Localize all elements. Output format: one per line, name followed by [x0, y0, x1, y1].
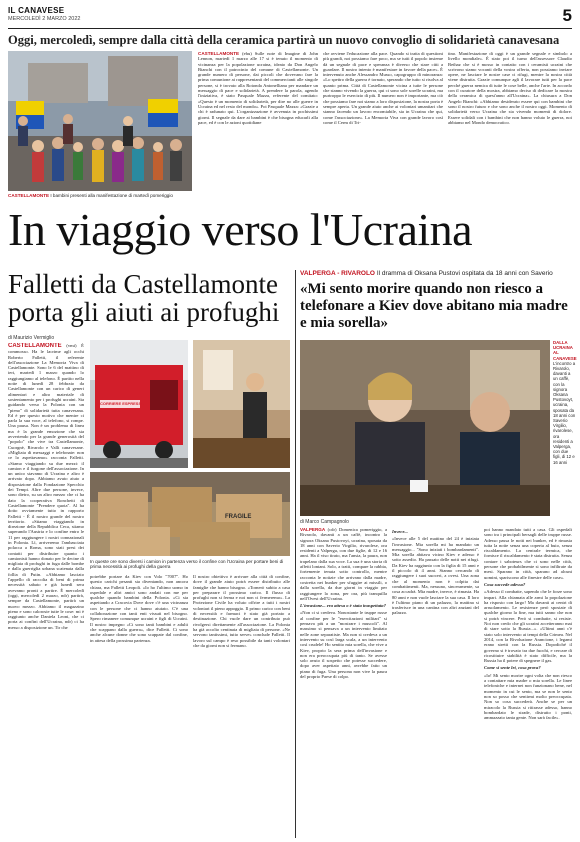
main-headline: In viaggio verso l'Ucraina — [8, 204, 473, 255]
page-header — [8, 6, 572, 29]
interior-photo — [193, 340, 290, 468]
top-photo-caption — [8, 193, 192, 198]
right-article-col1-text: Domenica pomeriggio, a Rivarolo, davanti a un caffè, incontro la signora Oksana Pustovoyt, ucraina, sposata da 18 anni con Saverio Virgilio, rivarolese, ora residenti a Valperga, con due figlie, di 12 e 16 anni. Ha il viso tirato, ma l'ansia, la paura, non trapelano dalla sua voce. La sua è una storia di affetti lontani. Solo, a tratti, compare la rabbia, fortemente tenuta sotto controllo, mentre racconta le notizie che arrivano dalla madre, costretta nei bunker per sfuggire ai missili, o dalla sorella, da due giorni in viaggio per raggiungere la zona, per ora, più tranquilla nell'Ovest dell'Ucraina. — [300, 527, 387, 601]
right-article-col3b-text: «Adesso il combatte, sapendo che le forze sono impari. Alla chiamata alle armi la popolazione ha risposto con largo! Ma davanti ai centri di arruolamento. Le resistenze però spostate di qualche giorno la fine, ma tutti sanno che non si potrà vincere. Però si combatte, si resiste. Noi non credo che gli ucraini accetteranno mai di stare sotto la Russia...». «Ultimi anni c'è stato solo intervento ai tempi della Crimea. Nel 2014, con la Rivoluzione Arancione, i legami erano stretti con la Russia. Dopodiché il governo si è trovato tra due fuochi, e cercare di ricostituire stabilità è stato difficile, ma la Russia ha il potere di spegnere il gas. — [484, 589, 572, 664]
right-article-col2 — [392, 527, 479, 838]
caption-place: CASTELLAMONTE — [8, 193, 50, 198]
right-article-author: (cdr) — [327, 527, 337, 532]
main-byline — [8, 335, 88, 341]
right-article-col2-text: «Invece alle 5 del mattino del 24 è iniziata l'invasione. Mia sorella mi ha mandato un messaggio... "Sono iniziati i bombardamenti". Mia sorella abitava vicino Kiev e adesso è sotto assedio. Ha passato delle notti nei rifugi. Da Kiev ha raggiunto con la figlia di 15 anni e il piccolo di 4 anni. Stanno cercando di raggiungere i suoi suoceri, a ovest. Una zona che al momento non è colpita dai combattimenti. Ma, nessuno, sinceramente, sa cosa accadrà. Mia madre, invece, è rimasta. Ha 80 anni e non vuole lasciare la sua casa. Il loro è l'ultimo piano di un palazzo, la mattina si trasferisce in una cantina con altri anziani del palazzo. — [392, 536, 479, 616]
boxes-icon — [90, 472, 290, 556]
page-number: 5 — [562, 6, 572, 25]
right-article-col3-text: poi hanno mandato tutti a casa. Gli ospedali sono tra i principali bersagli delle truppe russe. Adesso passa le notti nei bunker, ed è rimasta tutta la notte senza una coperta al buio, senza riscaldamento. La centrale termica, che fornisce il riscaldamento è stata distrutta. Senza contare i saboteurs che ci sono nelle città, persone che probabilmente si sono infiltrate da mesi. Sparano in città, sparano ad alcuni uomini, spariscono alle finestre delle case». — [484, 527, 572, 580]
right-caption-text: L'incontro a Rivarolo, davanti a un caffè, con la signora Oksana Pustovoyt, ucraina, sposata da 18 anni con Saverio Virgilio, rivarolese, ora residenti a Valperga, con due figli, di 12 e 16 anni — [553, 360, 576, 465]
right-byline-name: Marco Campagnolo — [305, 519, 349, 525]
crowd-photo-icon — [8, 51, 192, 191]
right-quote-headline: «Mi sento morire quando non riesco a telefonare a Kiev dove abitano mia madre e mia sorella» — [300, 281, 568, 331]
cafe-interview-icon — [300, 340, 550, 516]
issue-date: MERCOLEDÌ 2 MARZO 2022 — [8, 16, 81, 22]
main-article-col2-text: potrebbe portare da Kiev con Volo "7007". Ho questo carichi pesanti sta diventando, non ancora chiara, ma Falletti Leopoli. «Io ho l'ultimo uomo in ospedale e altri amici sono andati con me per qualche quando bambini della Polonia. «Ci sta aspettando a Cracovia Dove dove c'è una vicinanza con le persone che ci hanno aiutato. C'è una collaborazione con tanti enti vissuti nel bisogno. Spero rimanere comunque ucraini e figli di Ucraini. Il nostro impegno «Ci sono tanti bambini e adulti che scappano dalla guerra», dice Falletti. Ci sono anche alcune donne che sono scappate dal confine, in attesa della prossima partenza. — [90, 574, 188, 643]
right-question-3: Cosa succede adesso? — [484, 581, 526, 587]
caption-text: I bambini presenti alla manifestazione di martedì pomeriggio — [50, 193, 173, 198]
top-article-col2-text: che avviene l'educazione alla pace. Quando si tratta di questioni più grandi, noi possiamo fare poco, ma se tutti il popolo insieme dà un segnale di pace e speranza è diverso che stare citti a guardare. Il nostro intento è manifestare in favore della pace». È intervenuto anche Alessandro Musso, capogruppo di minoranza: «Lo spettro della guerra è tornato, sperando che tutto si risolva al quanto prima. Città di Castellamonte vicina a tutte le persone che stanno vivendo la guerra, qui ci sono sole sorelle ucraini, ma purtroppo le esercizio di più. Il numero non è importante, ma ciò che possiamo fare noi siamo a loro disposizione, la nostra porta è sempre aperta. Un grande aiuto anche ai volontari umanitari che stanno facendo un lavoro encomiabile, sia in Ucraina che qui, come l'associazione». La Memoria Viva con grande lavoro così come il Cerm di Tri- — [323, 51, 443, 125]
cafe-photo — [300, 340, 550, 516]
top-article-col3-text: tino. Manifestazione di oggi è un grande segnale e simbolo a livello mondiale». È stato poi il turno dell'assessore Claudio Bethaz che si è mosso in contatto con i ceramisti ucraini che scrivono siamo vocanti della vostra offerta, non possiamo inviare opere, ne lasciare le nostre case ci rifugi, mentre la nostra città viene distrutta. Grazie comunque agli il lavorare tutti per la pace perché guerra nemica di tutte le cose belle, anche l'arte. In accordo con il curatore della mostra, abbiamo deciso di dedicare la mostra della ceramica di quest'anno all'Ucraina». La chiusura a Don Angelo Bianchi: «Abbiamo desiderato essere qui con bambini che sono il nostro futuro e che sono anche il nostro oggi. Momento di solidarietà verso Ucraina che sta vivendo momenti di dolore. Essere solidali con i bambini che non hanno voluto le guerra, noi abbiamo nel Mondo democratico. — [448, 51, 572, 125]
top-article-author: (ehu) — [242, 51, 252, 56]
top-article-col1-text: Sulle note di Imagine di John Lennon, martedì 1 marzo alle 17 si è tenuto il momento di vicinanza per la popolazione ucraina, ideato da Don Angelo Bianchi con il patrocinio del comune di Castellamonte. Un grande numero di persone, dai piccoli che dovevano fare la prima comunione ai rappresentanti del commercianti alle singole persone, si è trovato alla Rotonda Antonelliana per mandare un messaggio di pace e solidarietà. A prendere la parola, agendo l'iniziativa, è stato Pasquale Mazza, referente del comitato: «Questo è un momento di solidarietà, per dire no alle guerre in Ucraina ed nel resto del mondo». Poi Pasquale Mazza: «Grazie a chi è radunato qui. L'organizzazione è avvenuta in pochissimi giorni. Il segnale da dare ai bambini è che bisogna educarli alla pace, ed è con le azioni quotidiane — [198, 51, 318, 125]
boxes-photo — [90, 472, 290, 556]
kicker-place: VALPERGA - RIVAROLO — [300, 270, 375, 277]
top-article-lead: CASTELLAMONTE — [198, 51, 240, 56]
boxes-photo-caption: In queste ore sono diversi i camion in partenza verso il confine con l'Ucraina per portare beni di prima necessità ai profughi della guerra — [90, 559, 284, 570]
column-separator — [295, 270, 296, 838]
truck-brand-label: CORRIERE ESPRESSO — [100, 401, 145, 406]
right-question-2: Invece... — [392, 529, 408, 534]
right-article-col1b-text: «Non ci si credeva. Nonostante le truppe russe al confine per le "esercitazioni militari" si pensava più a un "mostrare i muscoli". Al massimo si pensava a un intervento limitato nelle zone separatiste. Ma non si credeva a un intervento su così larga scala, a un intervento così crudele! Ho sentito mia sorella, che vive a Kiev, proprio la sera prima dell'invasione e non era preoccupata più di tanto. Se avesse solo avuto il sospetto che potesse succedere, dopo aver aspettato anni, avrebbe fatto un piano di fuga. Una persona non vive la paura del proprio Paese di colpo. — [300, 610, 387, 680]
main-article-col3 — [193, 574, 290, 838]
main-article-col2 — [90, 574, 188, 838]
main-article-author: (vmi) È — [66, 343, 84, 348]
right-question-1: L'invasione... era attesa o è stata inaspettata? — [300, 603, 386, 609]
top-article-col3 — [448, 51, 572, 201]
main-article-lead: CASTELLAMONTE — [8, 343, 62, 349]
right-kicker — [300, 270, 572, 277]
top-article-col2 — [323, 51, 443, 201]
kicker-text: Il dramma di Oksana Pustovi ospitata da 18 anni con Saverio — [376, 270, 553, 277]
truck-photo — [90, 340, 188, 468]
main-article-col1 — [8, 343, 84, 837]
room-icon — [193, 340, 290, 468]
fragile-label: FRAGILE — [225, 514, 252, 520]
main-article-col1-text: commosso. Ha le lacrime agli occhi Roberto Falletti, il referente dell'associazione La Memoria Viva di Castellamonte. Sono le 6 del mattino di ieri, martedì 1 marzo quando lo raggiungiamo al telefono. È partito nella notte di lunedì 28 febbraio da Castellamonte con un carico di generi alimentari e altro materiale di sostentamento per i profughi ucraini. Sta guidando verso la Polonia con un "pieno" di solidarietà tutta canavesana. Ed è per questo motivo che mentre ci parla la sua voce, al telefono, si rompe. Una pausa. Non è un problema di linea ma è la grande emozione che sta avvertendo per la grande generosità del "popolo" che vive tra Castellamonte, Cuorgnè, Rivarolo e Valli canavesane. «Migliaia di messaggi e telefonate: non ce lo aspettavamo» racconta Falletti. «Siamo viaggiando su due mezzi: il camion e il furgone dell'associazione. In un unico stavamo di Ucraina e altro è arrivato dopo. Abbiamo avuto aiuto a disposizione dalla Fondazione Specchio dei Tempi. Altre due persone, invece, sono dietro, su un altro mezzo che ci ha dato la cooperativa Ronchetti di Castellamonte "Prendere quota". Al ha dotto ovviamente tutto in rapporto Falletti - È il nostro grande del nostro territorio. «Stiamo viaggiando in direzione della Repubblica Ceca, stiamo superando l'Austria e lo confine entro le 11 per raggiungere i nostri connazionali in Polonia. Lì, arriveremo l'ambasciata polacca a Roma, sono stati presi dei contatti per distribuire quanto i camionisti hanno donato per le decine di migliaia di profughi in fuga dalle bombe e dalla guerriglia urbana scatenata dalla follia di Putin. «Abbiamo lasciato l'appello di raccolta di beni di prima necessità sabato e già lunedì sera avevamo pronti a partire. È mercoledì (oggi, mercoledì 2 marzo, ndr) partirà, sempre da Castellamonte, partirà un nuovo mezzo. Abbiamo il magazzino pieno e sono calorosie tutte le cose: mi è raggiunto anche Daniela Leoni, che ci porta ai confini dell'Ucraina, ndr) ci ha messo a disposizione un. Tir che — [8, 349, 84, 630]
right-byline — [300, 519, 420, 525]
right-article-col3c-text: «Io! Mi sento morire ogni volta che non riesco a contattare mia madre o mia sorella. Le linee telefoniche e internet non funzionano bene, nel momento in cui le sento, ma se non le sento non so posso che sentirmi molto preoccupata. Non so cosa succederà. Anche se per un miracolo la Russia si ritirasse adesso, hanno bombardato le strade, distrutto i ponti, ammazzato tanta gente. Non sarà facile». — [484, 672, 572, 721]
right-article-col1 — [300, 527, 387, 838]
newspaper-name: IL CANAVESE — [8, 6, 65, 15]
right-article-lead: VALPERGA — [300, 527, 326, 532]
main-article-col3-text: Il nostro obiettivo è arrivare alla città di confine, dove il grande aiuto potrà essere distribuito alle famiglie che hanno bisogno. «Tornerò subito a casa per preparare il prossimo carico. Il flusso di profughi non si ferma e noi non ci fermeremo». La Protezione Civile ha voluto offrire a tutti i nostri volontari il pieno appoggio. Il primo carico con beni di necessità e farmaci è stato già portato a destinazione. Chi vuole dare un contributo può rivolgersi direttamente all'associazione. La Polonia ha già accolto centinaia di migliaia di persone. «Ne servono tantissimi, tutto serve» conclude Falletti. Il lavoro sul campo è reso possibile da tanti volontari che da giorni non si fermano. — [193, 574, 290, 648]
top-headline: Oggi, mercoledì, sempre dalla città della ceramica partirà un nuovo convoglio di solidarietà canavesana — [8, 33, 560, 47]
main-subheadline: Falletti da Castellamonte porta gli aiuti ai profughi — [8, 269, 280, 327]
right-byline-prefix: di — [300, 519, 304, 525]
byline-prefix: di — [8, 335, 12, 341]
right-question-4: Come si sente lei, cosa prova? — [484, 665, 541, 671]
right-article-col3 — [484, 527, 572, 838]
right-caption-title: DALLA UCRAINA AL CANAVESE — [553, 340, 577, 361]
right-photo-caption — [553, 340, 576, 516]
top-article-col1 — [198, 51, 318, 201]
top-photo — [8, 51, 192, 191]
byline-name: Maurizio Vermiglio — [13, 335, 55, 341]
